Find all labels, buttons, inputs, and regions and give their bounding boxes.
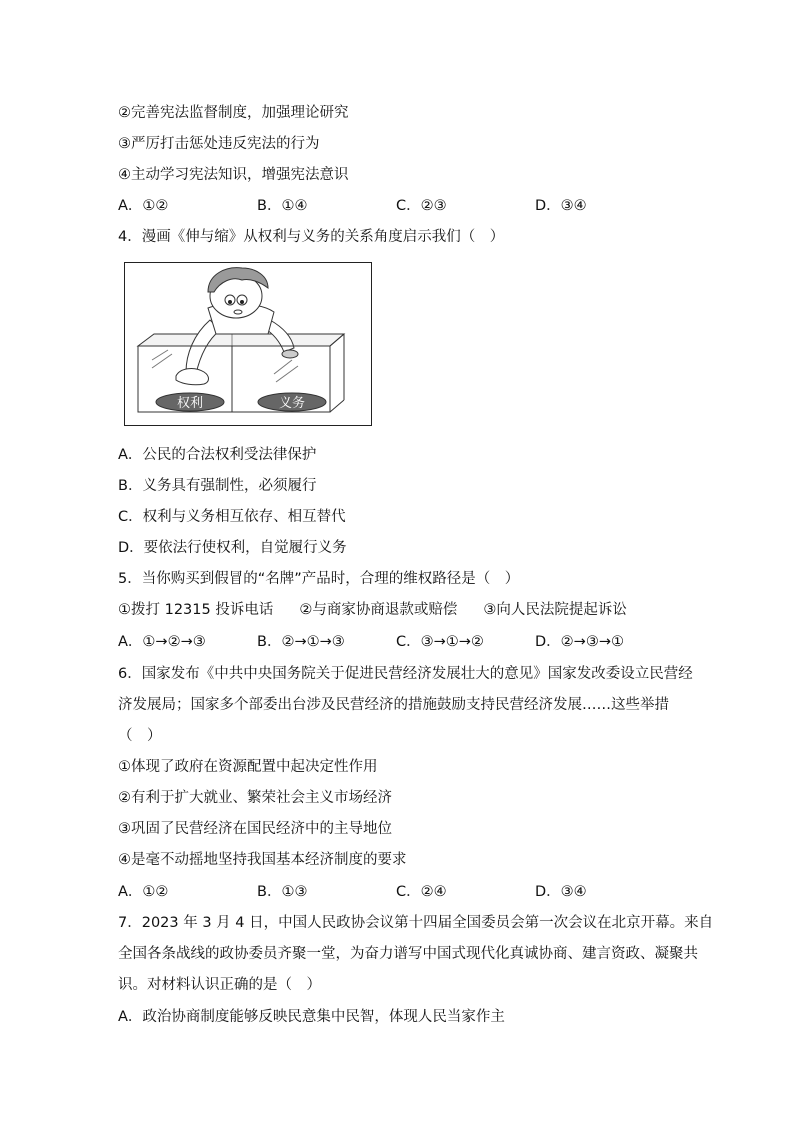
q6-stem-line-1: 6．国家发布《中共中央国务院关于促进民营经济发展壮大的意见》国家发改委设立民营经 bbox=[118, 666, 693, 682]
q5-items bbox=[118, 600, 653, 620]
q4-option-d[interactable]: D．要依法行使权利，自觉履行义务 bbox=[118, 540, 347, 556]
q3-item-3: ③严厉打击惩处违反宪法的行为 bbox=[118, 136, 320, 152]
q4-option-a[interactable]: A．公民的合法权利受法律保护 bbox=[118, 447, 317, 463]
q6-option-c[interactable]: C．②④ bbox=[396, 884, 447, 900]
q5-option-a[interactable]: A．①→②→③ bbox=[118, 634, 206, 650]
q6-stem-line-2: 济发展局；国家多个部委出台涉及民营经济的措施鼓励支持民营经济发展……这些举措 bbox=[118, 697, 669, 713]
q6-item-2: ②有利于扩大就业、繁荣社会主义市场经济 bbox=[118, 790, 392, 806]
q5-options bbox=[118, 632, 718, 652]
q3-option-c[interactable]: C．②③ bbox=[396, 198, 447, 214]
q6-option-d[interactable]: D．③④ bbox=[535, 884, 587, 900]
q5-item-1: ①拨打 12315 投诉电话 bbox=[118, 602, 274, 618]
q7-option-a[interactable]: A．政治协商制度能够反映民意集中民智，体现人民当家作主 bbox=[118, 1009, 505, 1025]
q4-option-c[interactable]: C．权利与义务相互依存、相互替代 bbox=[118, 509, 346, 525]
q4-stem: 4．漫画《伸与缩》从权利与义务的关系角度启示我们（ ） bbox=[118, 229, 505, 245]
q6-options bbox=[118, 882, 718, 902]
q7-stem-line-2: 全国各条战线的政协委员齐聚一堂，为奋力谱写中国式现代化真诚协商、建言资政、凝聚共 bbox=[118, 946, 698, 962]
q5-item-2: ②与商家协商退款或赔偿 bbox=[299, 602, 458, 618]
q6-item-4: ④是毫不动摇地坚持我国基本经济制度的要求 bbox=[118, 852, 407, 868]
q4-option-b[interactable]: B．义务具有强制性，必须履行 bbox=[118, 478, 317, 494]
q3-option-a[interactable]: A．①② bbox=[118, 198, 169, 214]
q7-stem-line-3: 识。对材料认识正确的是（ ） bbox=[118, 977, 321, 993]
q6-stem-line-3: （ ） bbox=[118, 728, 162, 744]
cartoon-stretch-and-shrink bbox=[124, 262, 372, 426]
q3-item-4: ④主动学习宪法知识，增强宪法意识 bbox=[118, 167, 349, 183]
q3-item-2: ②完善宪法监督制度，加强理论研究 bbox=[118, 105, 349, 121]
q5-stem: 5．当你购买到假冒的“名牌”产品时，合理的维权路径是（ ） bbox=[118, 571, 520, 587]
label-duties: 义务 bbox=[278, 396, 306, 411]
q7-stem-line-1: 7．2023 年 3 月 4 日，中国人民政协会议第十四届全国委员会第一次会议在北京开幕。来自 bbox=[118, 915, 714, 931]
q6-option-a[interactable]: A．①② bbox=[118, 884, 169, 900]
q3-option-b[interactable]: B．①④ bbox=[257, 198, 308, 214]
label-rights: 权利 bbox=[176, 396, 204, 411]
q6-item-1: ①体现了政府在资源配置中起决定性作用 bbox=[118, 759, 378, 775]
q6-option-b[interactable]: B．①③ bbox=[257, 884, 308, 900]
q5-option-c[interactable]: C．③→①→② bbox=[396, 634, 484, 650]
q5-option-b[interactable]: B．②→①→③ bbox=[257, 634, 345, 650]
q5-item-3: ③向人民法院提起诉讼 bbox=[483, 602, 627, 618]
q3-options bbox=[118, 196, 718, 216]
q6-item-3: ③巩固了民营经济在国民经济中的主导地位 bbox=[118, 821, 392, 837]
q3-option-d[interactable]: D．③④ bbox=[535, 198, 587, 214]
q5-option-d[interactable]: D．②→③→① bbox=[535, 634, 624, 650]
